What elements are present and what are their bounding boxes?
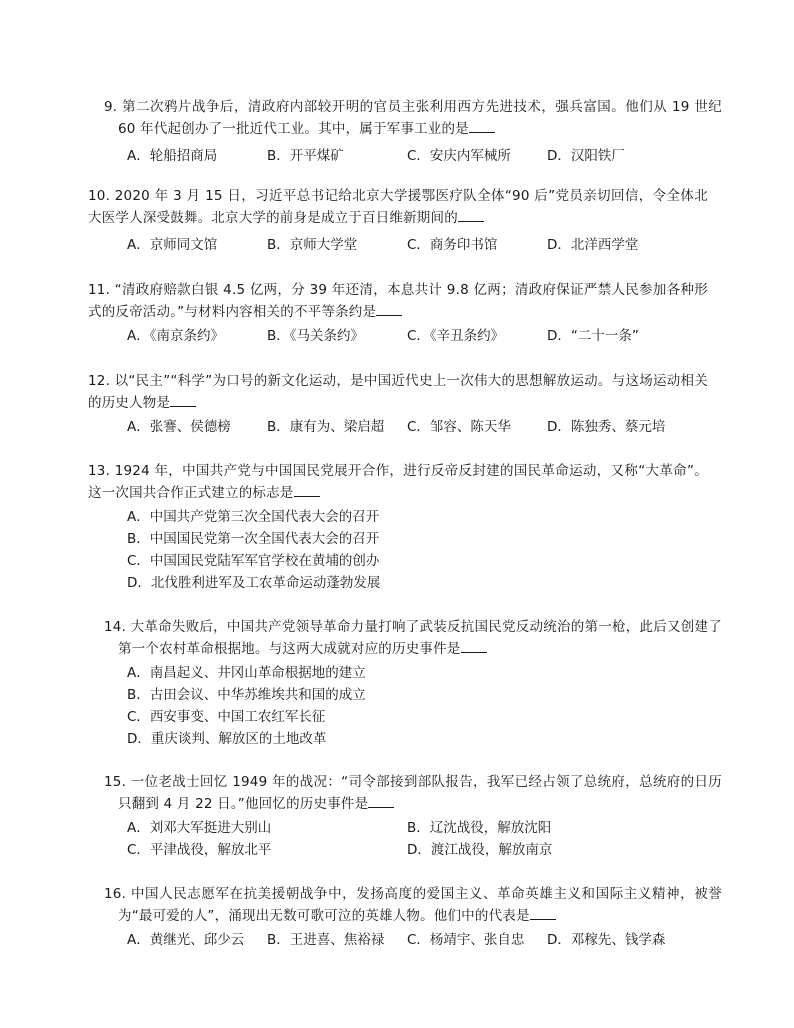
question-text: 2020 年 3 月 15 日，习近平总书记给北京大学援鄂医疗队全体“90 后”党员亲切回信，令全体北大医学人深受鼓舞。北京大学的前身是成立于百日维新期间的: [88, 188, 708, 226]
option-c: C．平津战役，解放北平: [127, 842, 272, 858]
option-d: D．重庆谈判、解放区的土地改革: [127, 731, 327, 747]
option-b: B．开平煤矿: [267, 148, 344, 164]
question-stem: [88, 370, 708, 414]
answer-blank: [170, 392, 196, 407]
question-text: 一位老战士回忆 1949 年的战况：“司令部接到部队报告，我军已经占领了总统府，总统府的日历只翻到 4 月 22 日。”他回忆的历史事件是: [118, 774, 722, 812]
option-d: D．陈独秀、蔡元培: [547, 419, 666, 435]
option-a: A．中国共产党第三次全国代表大会的召开: [127, 509, 380, 525]
answer-blank: [458, 207, 484, 222]
option-c: C．西安事变、中国工农红军长征: [127, 709, 326, 725]
option-b: B．《马关条约》: [267, 328, 365, 344]
question-stem: [104, 883, 722, 927]
option-a: A．黄继光、邱少云: [127, 932, 245, 948]
option-c: C．杨靖宇、张自忠: [407, 932, 525, 948]
option-b: B．辽沈战役，解放沈阳: [407, 820, 552, 836]
answer-blank: [294, 482, 320, 497]
question-text: 1924 年，中国共产党与中国国民党展开合作，进行反帝反封建的国民革命运动，又称“大革命”。这一次国共合作正式建立的标志是: [88, 463, 708, 501]
option-d: D．北洋西学堂: [547, 237, 639, 253]
question-stem: [88, 279, 708, 323]
question-stem: [104, 616, 722, 660]
question-stem: [88, 185, 708, 229]
option-b: B．康有为、梁启超: [267, 419, 385, 435]
question-text: “清政府赔款白银 4.5 亿两，分 39 年还清，本息共计 9.8 亿两；清政府保证严禁人民参加各种形式的反帝活动。”与材料内容相关的不平等条约是: [88, 282, 708, 320]
option-a: A．南昌起义、井冈山革命根据地的建立: [127, 665, 366, 681]
option-c: C．邹容、陈天华: [407, 419, 511, 435]
option-d: D．“二十一条”: [547, 328, 639, 344]
question-number: 16.: [104, 886, 127, 902]
option-b: B．中国国民党第一次全国代表大会的召开: [127, 531, 380, 547]
question-number: 13.: [88, 463, 111, 479]
question-number: 11.: [88, 282, 111, 298]
question-number: 9.: [104, 99, 118, 115]
question-number: 15.: [104, 774, 127, 790]
question-number: 12.: [88, 373, 111, 389]
option-a: A．张謇、侯德榜: [127, 419, 231, 435]
question-number: 10.: [88, 188, 111, 204]
question-text: 以“民主”“科学”为口号的新文化运动，是中国近代史上一次伟大的思想解放运动。与这场运动相关的历史人物是: [88, 373, 708, 411]
answer-blank: [368, 793, 394, 808]
option-b: B．王进喜、焦裕禄: [267, 932, 385, 948]
option-c: C．安庆内军械所: [407, 148, 511, 164]
question-stem: [88, 460, 708, 504]
option-d: D．汉阳铁厂: [547, 148, 625, 164]
option-b: B．京师大学堂: [267, 237, 358, 253]
question-number: 14.: [104, 619, 127, 635]
option-a: A．轮船招商局: [127, 148, 218, 164]
option-d: D．北伐胜利进军及工农革命运动蓬勃发展: [127, 575, 381, 591]
option-d: D．邓稼先、钱学森: [547, 932, 666, 948]
option-b: B．古田会议、中华苏维埃共和国的成立: [127, 687, 366, 703]
option-c: C．商务印书馆: [407, 237, 498, 253]
option-a: A．刘邓大军挺进大别山: [127, 820, 272, 836]
option-a: A．《南京条约》: [127, 328, 224, 344]
option-c: C．中国国民党陆军军官学校在黄埔的创办: [127, 553, 380, 569]
answer-blank: [461, 638, 487, 653]
answer-blank: [530, 905, 556, 920]
question-text: 大革命失败后，中国共产党领导革命力量打响了武装反抗国民党反动统治的第一枪，此后又创建了第一个农村革命根据地。与这两大成就对应的历史事件是: [118, 619, 722, 657]
question-stem: [104, 96, 722, 140]
question-stem: [104, 771, 722, 815]
option-d: D．渡江战役，解放南京: [407, 842, 553, 858]
question-text: 第二次鸦片战争后，清政府内部较开明的官员主张利用西方先进技术，强兵富国。他们从 19 世纪 60 年代起创办了一批近代工业。其中，属于军事工业的是: [118, 99, 722, 137]
answer-blank: [376, 301, 402, 316]
answer-blank: [469, 118, 495, 133]
question-text: 中国人民志愿军在抗美援朝战争中，发扬高度的爱国主义、革命英雄主义和国际主义精神，被誉为“最可爱的人”，涌现出无数可歌可泣的英雄人物。他们中的代表是: [118, 886, 722, 924]
option-a: A．京师同文馆: [127, 237, 218, 253]
option-c: C．《辛丑条约》: [407, 328, 505, 344]
